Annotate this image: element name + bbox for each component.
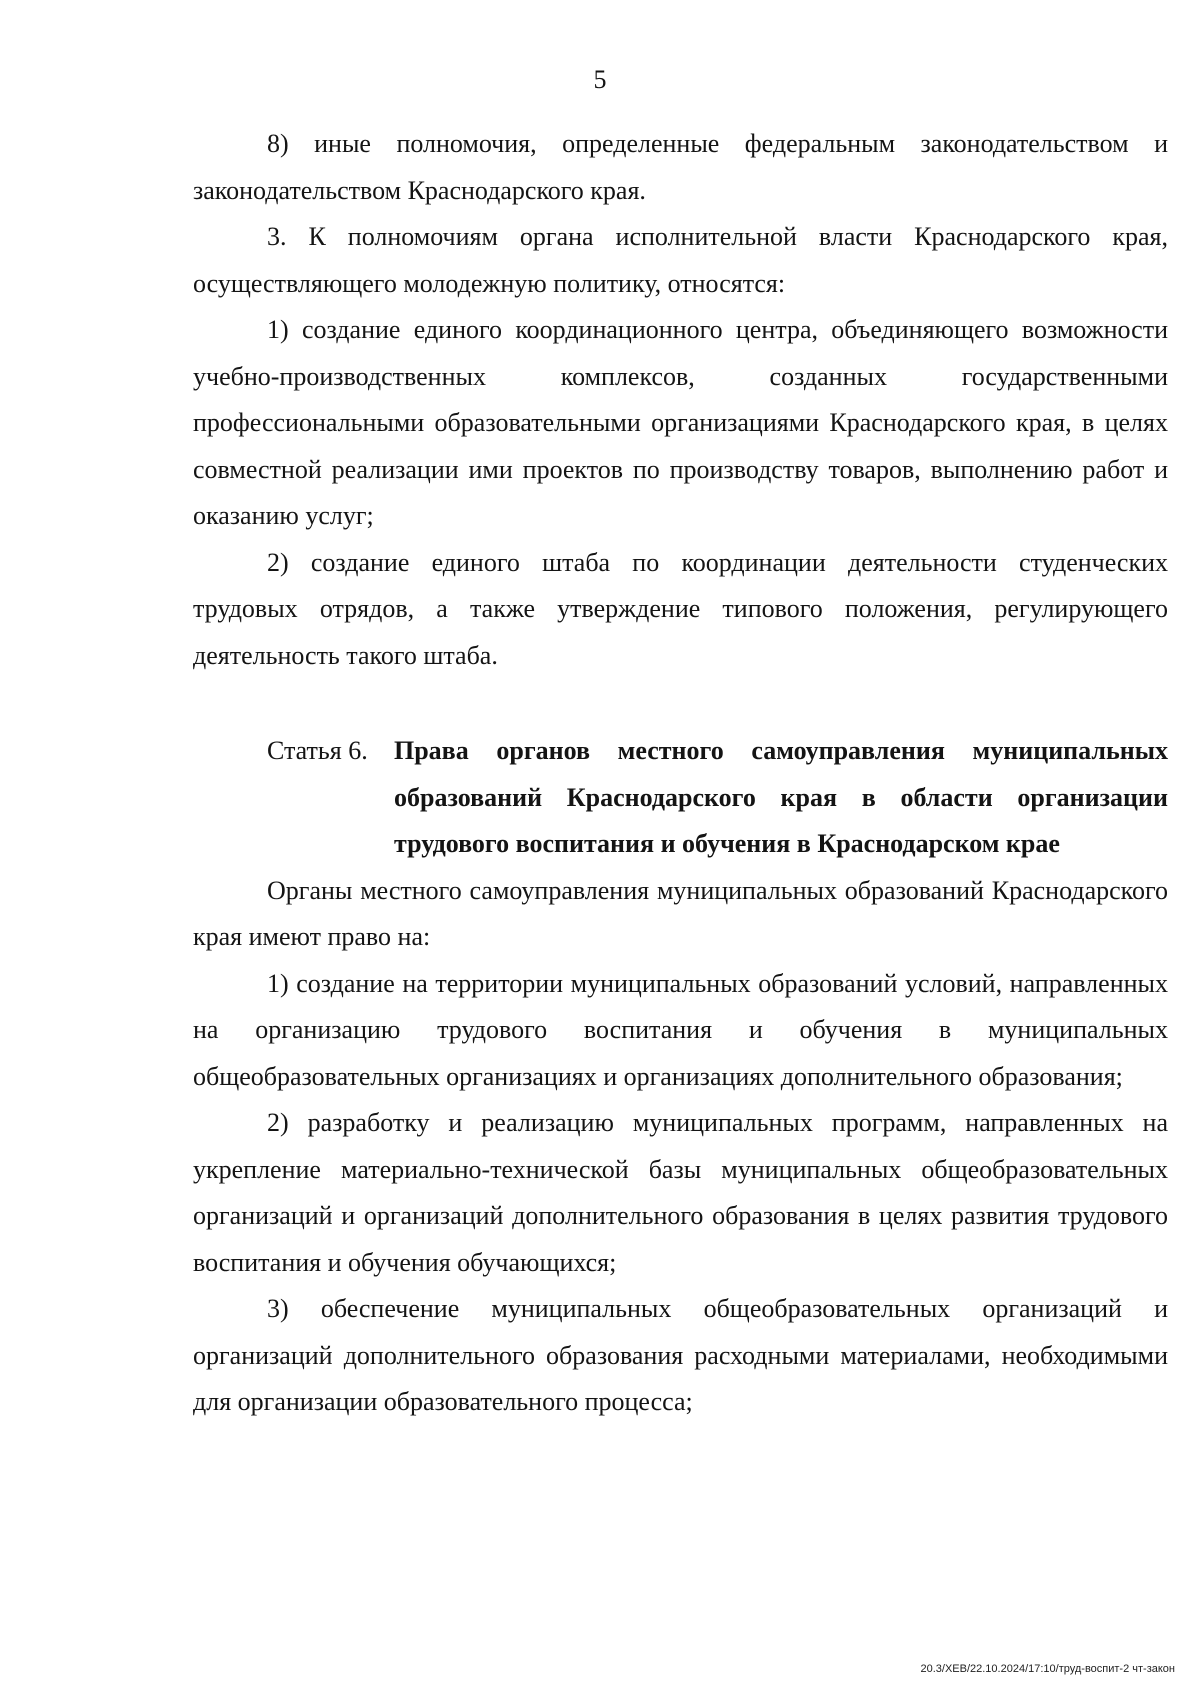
paragraph-item-8-other-powers: 8) иные полномочия, определенные федеральным законодательством и законодательством Краснодарского края. <box>193 129 1168 205</box>
paragraph-article-intro: Органы местного самоуправления муниципальных образований Краснодарского края имеют право на: <box>193 875 1168 951</box>
paragraph-item-1-coordination-center: 1) создание единого координационного центра, объединяющего возможности учебно-производственных комплексов, созданных государственными профессиональными образовательными организациями Краснодарского края, в целях совместной реализации ими проектов по производству товаров, выполнению работ и оказанию услуг; <box>193 315 1168 530</box>
article-heading <box>193 728 1168 868</box>
article-number: Статья 6. <box>267 736 368 765</box>
paragraph-item-2-student-brigades-hq: 2) создание единого штаба по координации деятельности студенческих трудовых отрядов, а также утверждение типового положения, регулирующего деятельность такого штаба. <box>193 547 1168 670</box>
paragraph-part-3-youth-policy-powers: 3. К полномочиям органа исполнительной власти Краснодарского края, осуществляющего молодежную политику, относятся: <box>193 222 1168 298</box>
paragraph-right-2-programs: 2) разработку и реализацию муниципальных программ, направленных на укрепление материально-технической базы муниципальных общеобразовательных организаций и организаций дополнительного образования в целях развития трудового воспитания и обучения обучающихся; <box>193 1108 1168 1277</box>
page-number: 5 <box>593 65 607 94</box>
document-footer-code: 20.3/ХЕВ/22.10.2024/17:10/труд-воспит-2 чт-закон <box>920 1663 1175 1675</box>
paragraph-right-1-conditions: 1) создание на территории муниципальных образований условий, направленных на организацию трудового воспитания и обучения в муниципальных общеобразовательных организациях и организациях дополнительного образования; <box>193 968 1168 1091</box>
document-body <box>193 121 1168 1426</box>
article-title: Права органов местного самоуправления муниципальных образований Краснодарского края в области организации трудового воспитания и обучения в Краснодарском крае <box>394 736 1168 858</box>
paragraph-right-3-materials: 3) обеспечение муниципальных общеобразовательных организаций и организаций дополнительного образования расходными материалами, необходимыми для организации образовательного процесса; <box>193 1294 1168 1416</box>
